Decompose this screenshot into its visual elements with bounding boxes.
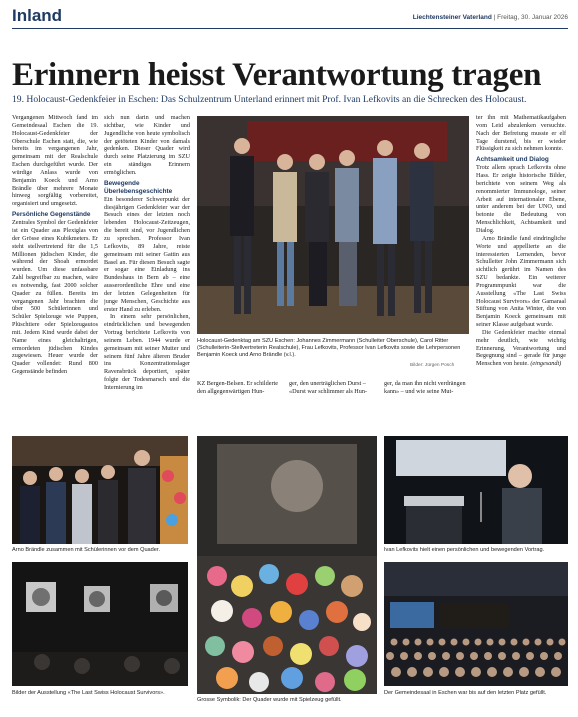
section-title: Inland <box>12 6 63 25</box>
paragraph: Trotz allem sprach Lefkovits ohne Hass. Er zeigte historische Bilder, berichtete von seinem Weg als renommierter Immunologe, seiner Arbeit auf internationaler Ebene, unter anderem bei der UNO, und betonte die Bedeutung von Menschlichkeit, Achtsamkeit und Dialog. <box>476 164 566 234</box>
page-header <box>12 6 568 28</box>
text-column-3 <box>476 114 566 432</box>
photo-group-portrait <box>197 116 469 334</box>
continuation-text: KZ Bergen-Belsen. Er schilderte den allgegenwärtigen Hun- <box>197 380 278 395</box>
paragraph: Arno Brändle fand eindringliche Worte und appellierte an die interessierten Lernenden, bevor Schulleiter John Zimmermann sich sichtlich gerührt im Namen des SZU bedankte. Ein weiterer Programmpunkt war die Ausstellung «The Last Swiss Holocaust Survivors» der Gamaraal Stiftung von Anita Winter, die von Benjamin Koeck gemeinsam mit seiner Klasse aufgebaut wurde. <box>476 234 566 329</box>
paragraph <box>476 329 566 368</box>
photo-exhibition <box>12 562 188 686</box>
photo-speaker <box>384 436 568 544</box>
paragraph: In einem sehr persönlichen, eindrücklichen und bewegenden Vortrag berichtete Lefkovits von seinem Leben. 1944 wurde er gemeinsam mit seiner Mutter und seinem fünf Jahre älteren Bruder ins Konzentrationslager Ravensbrück deportiert, später folgte der Todesmarsch und die Internierung im <box>104 313 190 391</box>
paragraph: sich nun darin und machen sichtbar, wie Kinder und Jugendliche von heute symbolisch der getöteten Kinder von damals gedenken. Dieser Quader wird durch seine Platzierung im SZU ein ständiges Erinnern ermöglichen. <box>104 114 190 176</box>
photo-caption: Ivan Lefkovits hielt einen persönlichen und bewegenden Vortrag. <box>384 547 545 553</box>
toy-cube-graphic <box>197 436 377 694</box>
photo-toy-cube <box>197 436 377 694</box>
article-headline: Erinnern heisst Verantwortung tragen <box>12 57 542 93</box>
photo-caption: Arno Brändle zusammen mit Schülerinnen vor dem Quader. <box>12 547 160 553</box>
exhibition-photo-graphic <box>12 562 188 686</box>
paragraph: Ein besonderer Schwerpunkt der diesjährigen Gedenkfeier war der Besuch eines der letzten noch lebenden Holocaust-Zeitzeugen, die bereit sind, vor Jugendlichen zu sprechen. Professor Ivan Lefkovits, 89 Jahre, reiste gemeinsam mit seiner Gattin aus Basel an. Für diesen Besuch sagte er sogar eine Einladung ins Bundeshaus in Bern ab – eine ausserordentliche Ehre und eine der letzten Gelegenheiten für junge Menschen, Geschichte aus erster Hand zu erleben. <box>104 195 190 313</box>
photo-credit: Bilder: Jürgen Posch <box>410 363 455 368</box>
closing-text: Die Gedenkfeier machte einmal mehr deutlich, wie wichtig Erinnerung, Verantwortung und Begegnung sind – gerade für junge Menschen von heute. <box>476 328 566 368</box>
photo-students-cube <box>12 436 188 544</box>
paragraph: Zentrales Symbol der Gedenkfeier ist ein Quader aus Plexiglas von der Grösse eines Kubikmeters. Er steht stellvertretend für die 1,5 Millionen jüdischen Kinder, die während der Shoah ermordet wurden. Um diese unfassbare Zahl begreifbar zu machen, wäre es notwendig, fast 2000 solcher Quader zu füllen. Bereits im vergangenen Jahr brachten die über 500 Schülerinnen und Schüler Spielzeuge wie Puppen, Plüschtiere oder Spielzeugautos mit. Jedem Kind wurde dabei der Name eines gleichaltrigen, ermordeten jüdischen Kindes zugewiesen. Heuer wurde der Quader vollendet: Rund 800 Gegenstände befinden <box>12 219 98 376</box>
paragraph: Vergangenen Mittwoch fand im Gemeindesaal Eschen die 19. Holocaust-Gedenkfeier der Oberschule Eschen statt, die, wie bereits im vergangenen Jahr, gemeinsam mit der Realschule Eschen durchgeführt wurde. Der würdige Anlass wurde von Benjamin Koeck und Arno Brändle über mehrere Monate hinweg sorgfältig vorbereitet, organisiert und umgesetzt. <box>12 114 98 208</box>
separator: | <box>493 14 498 21</box>
article-lead: 19. Holocaust-Gedenkfeier in Eschen: Das Schulzentrum Unterland erinnert mit Prof. Ivan Lefkovits an die Schrecken des Holocaust. <box>12 94 527 105</box>
subheading: Bewegende Überlebensgeschichte <box>104 179 173 195</box>
group-photo-graphic <box>197 116 469 334</box>
photo-caption: Der Gemeindesaal in Eschen war bis auf den letzten Platz gefüllt. <box>384 690 547 696</box>
photo-caption: Grosse Symbolik: Der Quader wurde mit Spielzeug gefüllt. <box>197 697 342 703</box>
newspaper-name: Liechtensteiner Vaterland <box>412 14 492 21</box>
continuation-text: ger, den unerträglichen Durst – «Durst war schlimmer als Hun- <box>289 380 368 395</box>
subheading: Persönliche Gegenstände <box>12 211 91 219</box>
text-column-1 <box>12 114 98 432</box>
issue-date: Freitag, 30. Januar 2026 <box>497 14 568 21</box>
students-photo-graphic <box>12 436 188 544</box>
subheading: Achtsamkeit und Dialog <box>476 156 549 164</box>
speaker-photo-graphic <box>384 436 568 544</box>
hall-photo-graphic <box>384 562 568 686</box>
header-rule <box>12 28 568 29</box>
signature: (eingesandt) <box>530 360 562 368</box>
text-column-2 <box>104 114 190 432</box>
photo-caption: Bilder der Ausstellung «The Last Swiss Holocaust Survivors». <box>12 690 165 696</box>
photo-caption: Holocaust-Gedenktag am SZU Eschen: Johannes Zimmermann (Schulleiter Oberschule), Carol Ritter (Schulleiterin-Stellvertreterin Realschule), Frau Lefkovits, Professor Ivan Lefkovits sowie die Lehrpersonen Benjamin Koeck und Arno Brändle (v.l.). <box>197 338 461 358</box>
paragraph: ter ihn mit Mathematikaufgaben vom Leid abzulenken versuchte. Nach der Befreiung musste er elf Tage durstend, bis er wieder Flüssigkeit zu sich nehmen konnte. <box>476 114 566 153</box>
continuation-text: ger, da man ihn nicht verdrängen kann» – und wie seine Mut- <box>384 380 466 395</box>
photo-hall <box>384 562 568 686</box>
masthead <box>413 14 568 21</box>
